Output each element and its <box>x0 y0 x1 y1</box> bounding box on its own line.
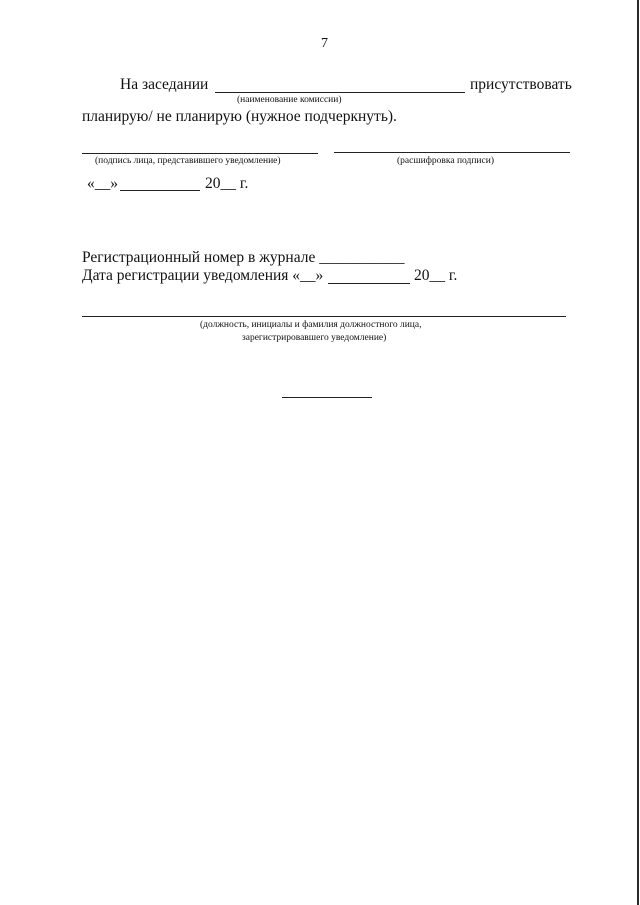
signature-date-day: «__» <box>87 175 118 192</box>
commission-caption: (наименование комиссии) <box>237 95 342 105</box>
official-caption-line1: (должность, инициалы и фамилия должностного лица, <box>200 320 422 330</box>
official-caption-line2: зарегистрировавшего уведомление) <box>242 333 387 343</box>
signature-line <box>82 153 318 154</box>
registration-date-month-line <box>328 283 410 284</box>
meeting-prefix: На заседании <box>120 76 209 93</box>
signature-caption: (подпись лица, представившего уведомление) <box>95 156 281 166</box>
page-number: 7 <box>321 36 328 51</box>
signature-date-year: 20__ г. <box>205 175 249 192</box>
page-edge <box>637 0 639 905</box>
signature-decoding-caption: (расшифровка подписи) <box>397 156 494 166</box>
registration-date-label: Дата регистрации уведомления «__» <box>82 267 324 284</box>
closing-divider <box>282 397 372 398</box>
attendance-intent: планирую/ не планирую (нужное подчеркнуть). <box>82 108 397 125</box>
registration-number-label: Регистрационный номер в журнале ___________ <box>82 249 405 266</box>
signature-date-month-line <box>120 190 200 191</box>
official-line <box>82 316 566 317</box>
signature-decoding-line <box>334 152 570 153</box>
meeting-suffix: присутствовать <box>470 76 572 93</box>
registration-date-year: 20__ г. <box>414 267 458 284</box>
commission-name-line <box>215 92 465 93</box>
